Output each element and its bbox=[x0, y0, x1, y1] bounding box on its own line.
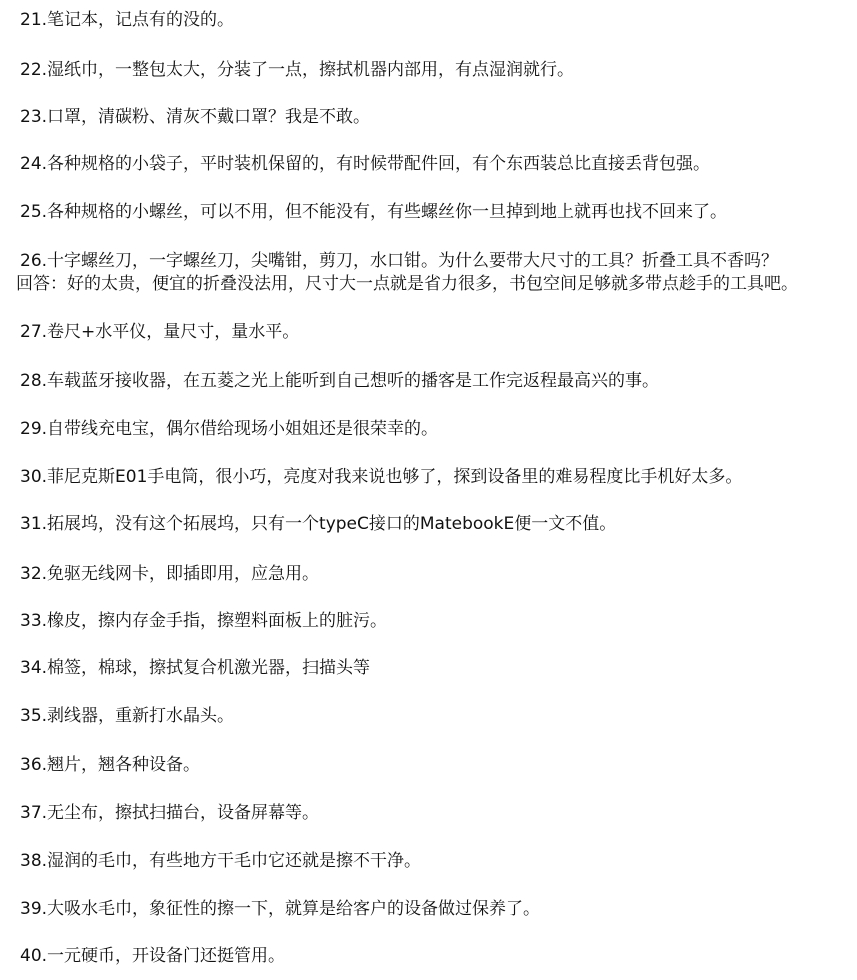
item-32: 32.免驱无线网卡，即插即用，应急用。 bbox=[20, 564, 320, 584]
list-item bbox=[20, 321, 299, 344]
list-item bbox=[20, 898, 540, 921]
list-item bbox=[20, 106, 370, 129]
list-item bbox=[20, 153, 710, 176]
list-item bbox=[20, 563, 319, 586]
item-38: 38.湿润的毛巾，有些地方干毛巾它还就是擦不干净。 bbox=[20, 851, 422, 871]
list-item bbox=[20, 9, 234, 32]
list-item bbox=[20, 802, 319, 825]
item-21: 21.笔记本，记点有的没的。 bbox=[20, 10, 235, 30]
item-27: 27.卷尺+水平仪，量尺寸，量水平。 bbox=[20, 322, 300, 342]
item-23: 23.口罩，清碳粉、清灰不戴口罩？我是不敢。 bbox=[20, 107, 371, 127]
list-item bbox=[20, 418, 438, 441]
item-34: 34.棉签，棉球，擦拭复合机激光器，扫描头等 bbox=[20, 658, 371, 678]
item-30: 30.菲尼克斯E01手电筒，很小巧，亮度对我来说也够了，探到设备里的难易程度比手机好太多。 bbox=[20, 467, 743, 487]
item-35: 35.剥线器，重新打水晶头。 bbox=[20, 706, 235, 726]
item-39: 39.大吸水毛巾，象征性的擦一下，就算是给客户的设备做过保养了。 bbox=[20, 899, 541, 919]
item-40: 40.一元硬币，开设备门还挺管用。 bbox=[20, 946, 286, 966]
item-25: 25.各种规格的小螺丝，可以不用，但不能没有，有些螺丝你一旦掉到地上就再也找不回来了。 bbox=[20, 202, 728, 222]
list-item bbox=[20, 59, 574, 82]
item-29: 29.自带线充电宝，偶尔借给现场小姐姐还是很荣幸的。 bbox=[20, 419, 439, 439]
item-36: 36.翘片，翘各种设备。 bbox=[20, 755, 201, 775]
item-37: 37.无尘布，擦拭扫描台，设备屏幕等。 bbox=[20, 803, 320, 823]
list-item bbox=[20, 945, 285, 968]
list-item bbox=[20, 657, 370, 680]
list-item bbox=[20, 513, 616, 536]
item-26-answer: 回答：好的太贵，便宜的折叠没法用，尺寸大一点就是省力很多，书包空间足够就多带点趁手的工具吧。 bbox=[16, 274, 798, 294]
list-item bbox=[20, 201, 727, 224]
list-item bbox=[16, 250, 798, 296]
list-item bbox=[20, 754, 200, 777]
list-item bbox=[20, 466, 742, 489]
item-24: 24.各种规格的小袋子，平时装机保留的，有时候带配件回，有个东西装总比直接丢背包强。 bbox=[20, 154, 711, 174]
item-26: 26.十字螺丝刀，一字螺丝刀，尖嘴钳，剪刀，水口钳。为什么要带大尺寸的工具？折叠工具不香吗？ bbox=[20, 251, 779, 271]
list-item bbox=[20, 705, 234, 728]
list-item bbox=[20, 370, 659, 393]
list-item bbox=[20, 610, 387, 633]
item-22: 22.湿纸巾，一整包太大，分装了一点，擦拭机器内部用，有点湿润就行。 bbox=[20, 60, 575, 80]
item-31: 31.拓展坞，没有这个拓展坞，只有一个typeC接口的MatebookE便一文不值。 bbox=[20, 514, 617, 534]
item-28: 28.车载蓝牙接收器，在五菱之光上能听到自己想听的播客是工作完返程最高兴的事。 bbox=[20, 371, 660, 391]
item-33: 33.橡皮，擦内存金手指，擦塑料面板上的脏污。 bbox=[20, 611, 388, 631]
list-item bbox=[20, 850, 421, 873]
